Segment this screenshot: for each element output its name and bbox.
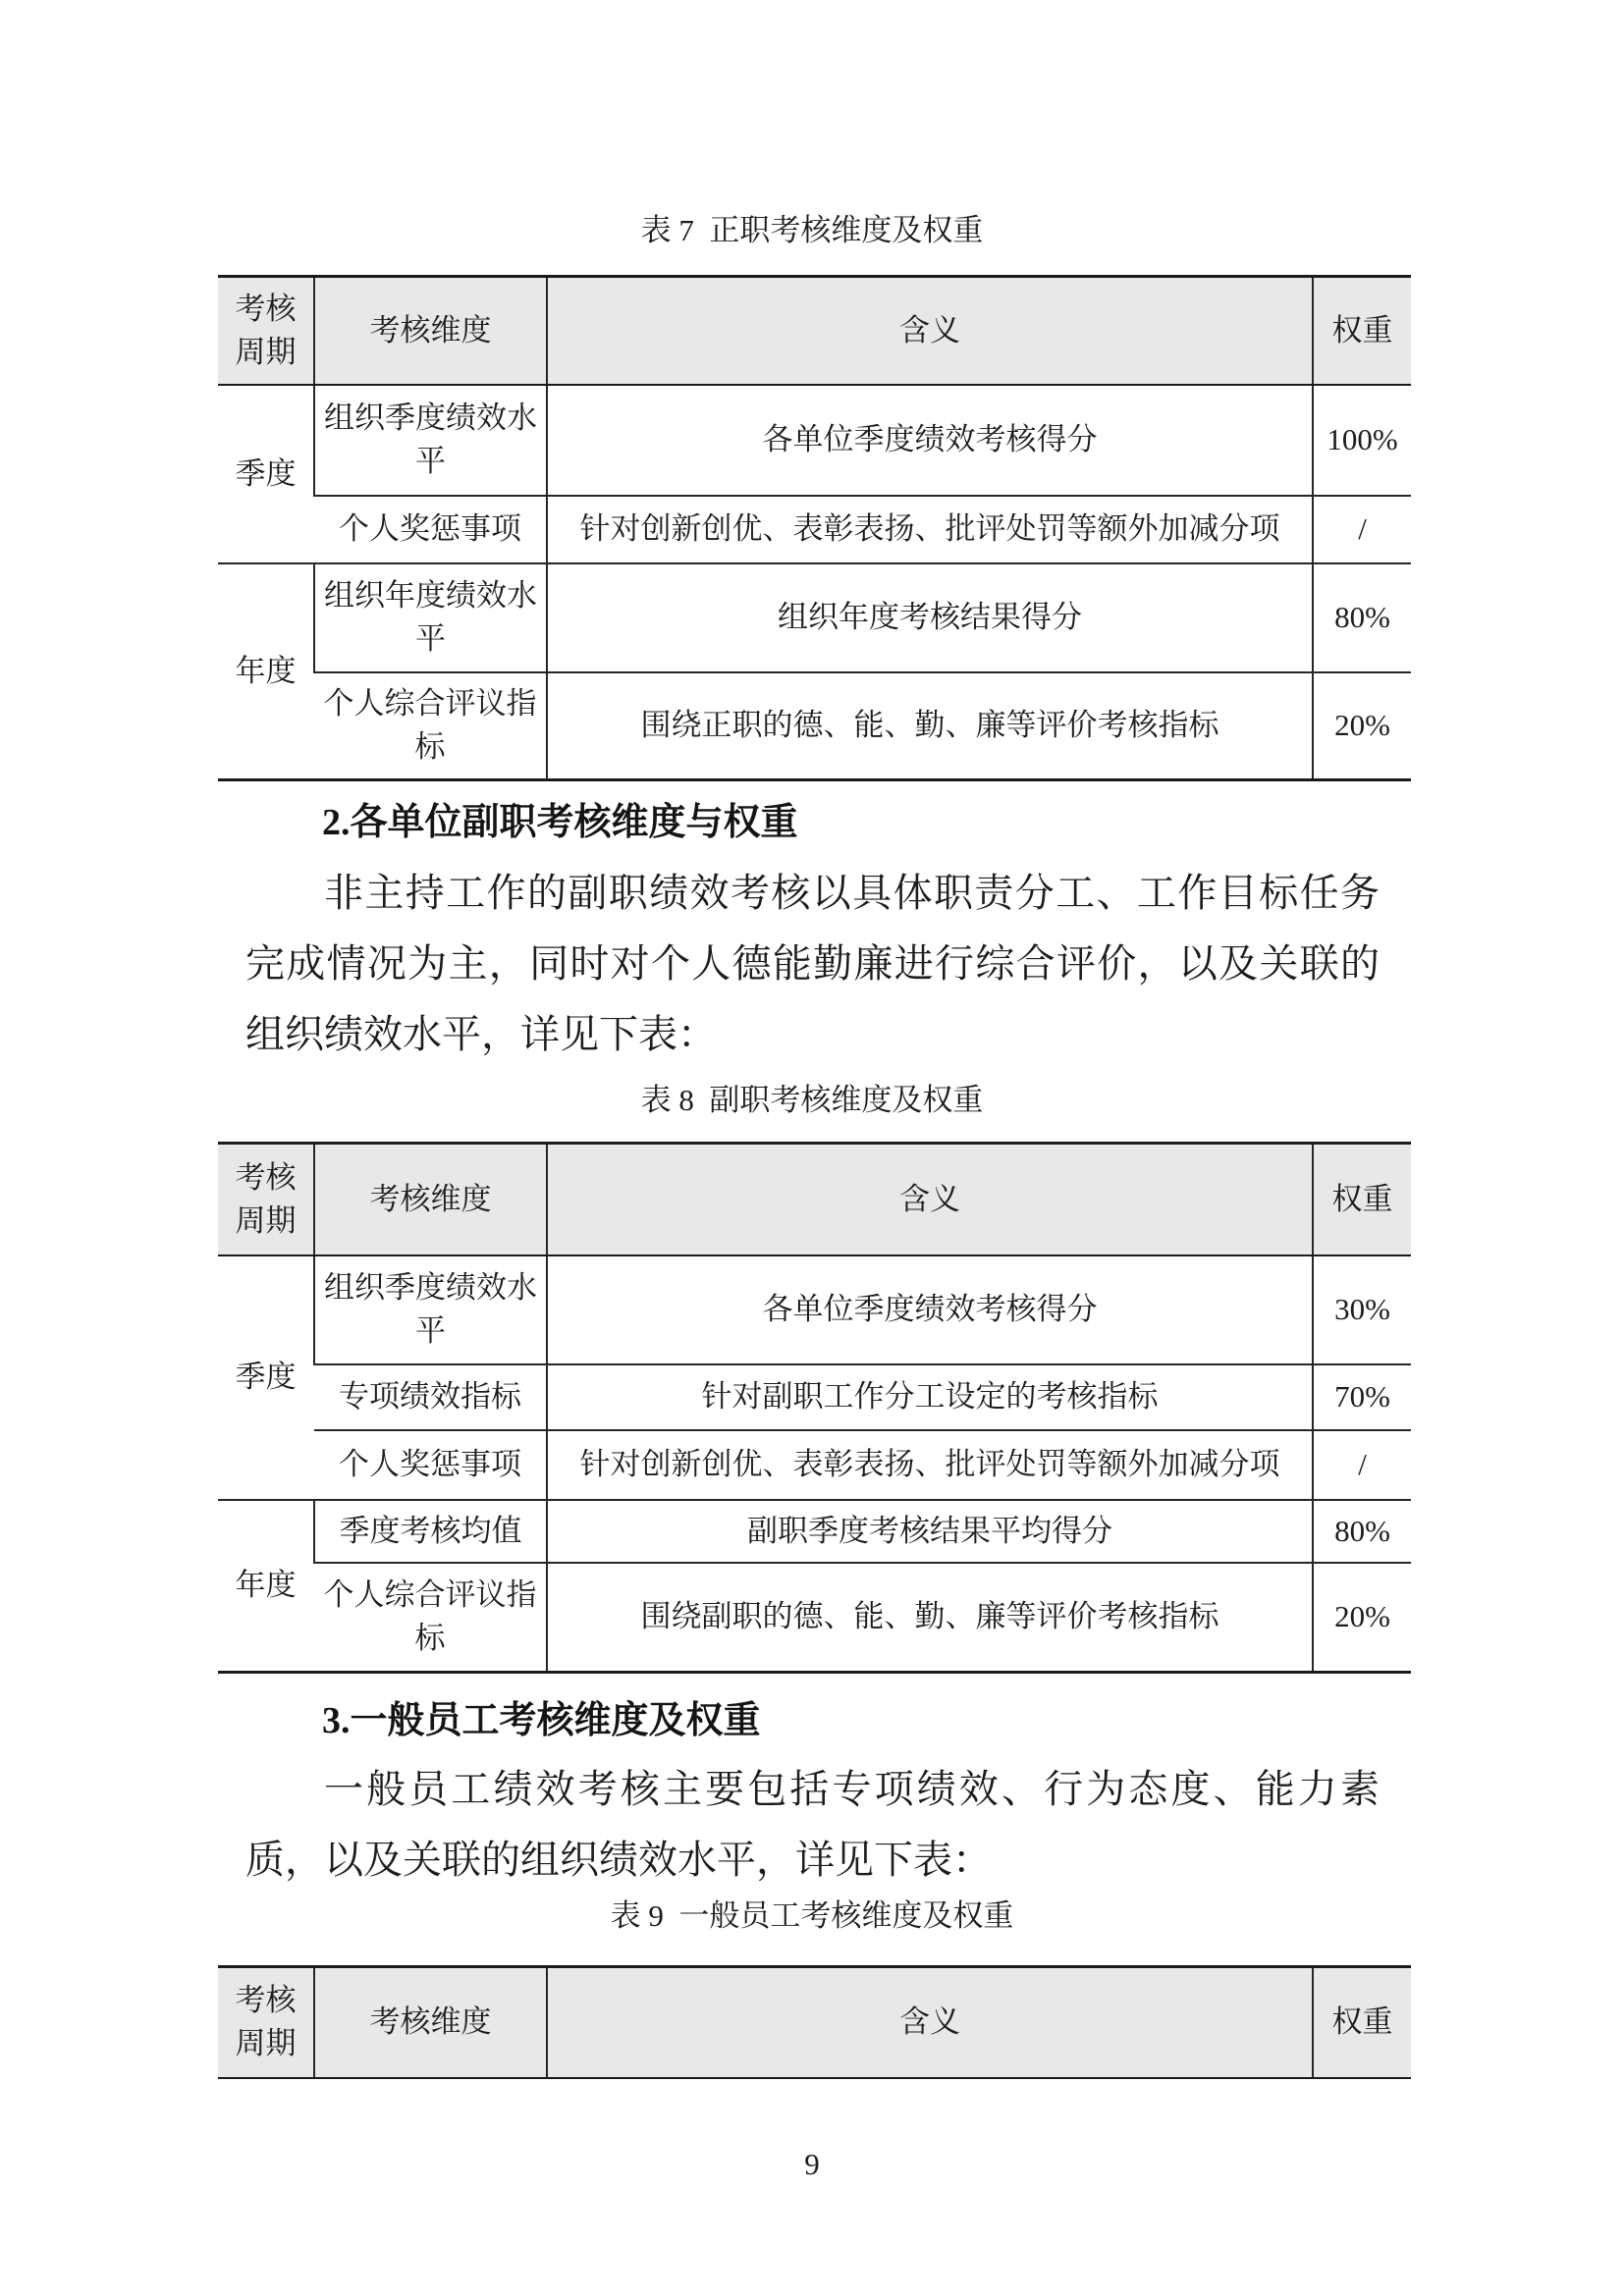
meaning-cell: 围绕副职的德、能、勤、廉等评价考核指标	[547, 1563, 1313, 1673]
weight-cell: 20%	[1313, 1563, 1411, 1673]
weight-cell: 80%	[1313, 1500, 1411, 1563]
table-row	[218, 1255, 1411, 1364]
section-2-heading: 2.各单位副职考核维度与权重	[322, 802, 798, 843]
meaning-cell: 针对创新创优、表彰表扬、批评处罚等额外加减分项	[547, 496, 1313, 563]
weight-cell: 70%	[1313, 1364, 1411, 1430]
table-8	[218, 1142, 1411, 1674]
header-cell-weight: 权重	[1313, 277, 1411, 385]
header-cell-weight: 权重	[1313, 1144, 1411, 1255]
table-row	[218, 1430, 1411, 1500]
header-cell-dimension: 考核维度	[314, 277, 547, 385]
meaning-cell: 副职季度考核结果平均得分	[547, 1500, 1313, 1563]
dimension-cell: 个人奖惩事项	[314, 496, 547, 563]
table-9	[218, 1965, 1411, 2079]
period-cell: 年度	[235, 1568, 297, 1603]
dimension-cell: 个人综合评议指标	[323, 1577, 537, 1656]
meaning-cell: 各单位季度绩效考核得分	[547, 385, 1313, 496]
period-cell: 年度	[235, 653, 297, 688]
header-cell-weight: 权重	[1313, 1967, 1411, 2078]
table-row	[218, 672, 1411, 780]
dimension-cell: 专项绩效指标	[314, 1364, 547, 1430]
table-row	[218, 496, 1411, 563]
meaning-cell: 围绕正职的德、能、勤、廉等评价考核指标	[547, 672, 1313, 780]
meaning-cell: 各单位季度绩效考核得分	[547, 1255, 1313, 1364]
weight-cell: 80%	[1313, 563, 1411, 672]
table-row	[218, 563, 1411, 672]
table-row	[218, 1563, 1411, 1673]
meaning-cell: 针对创新创优、表彰表扬、批评处罚等额外加减分项	[547, 1430, 1313, 1500]
header-cell-period: 考核周期	[218, 1144, 314, 1255]
table-7	[218, 275, 1411, 781]
meaning-cell: 针对副职工作分工设定的考核指标	[547, 1364, 1313, 1430]
section-3-heading: 3.一般员工考核维度及权重	[322, 1700, 761, 1741]
header-cell-meaning: 含义	[547, 1144, 1313, 1255]
table-row	[218, 1364, 1411, 1430]
table-9-header-row	[218, 1967, 1411, 2078]
table-7-caption: 表 7 正职考核维度及权重	[640, 213, 984, 247]
dimension-cell: 组织年度绩效水平	[314, 563, 547, 672]
meaning-cell: 组织年度考核结果得分	[547, 563, 1313, 672]
dimension-cell: 季度考核均值	[314, 1500, 547, 1563]
header-cell-meaning: 含义	[547, 1967, 1313, 2078]
period-cell: 季度	[218, 1255, 314, 1500]
weight-cell: 100%	[1313, 385, 1411, 496]
table-7-header-row	[218, 277, 1411, 385]
header-cell-period: 考核周期	[218, 1967, 314, 2078]
section-2-paragraph: 非主持工作的副职绩效考核以具体职责分工、工作目标任务完成情况为主，同时对个人德能勤廉进行综合评价，以及关联的组织绩效水平，详见下表：	[245, 871, 1380, 1056]
weight-cell: /	[1313, 1430, 1411, 1500]
dimension-cell: 个人奖惩事项	[314, 1430, 547, 1500]
table-row	[218, 1500, 1411, 1563]
weight-cell: 20%	[1313, 672, 1411, 780]
period-cell: 季度	[218, 385, 314, 563]
weight-cell: 30%	[1313, 1255, 1411, 1364]
header-cell-dimension: 考核维度	[314, 1967, 547, 2078]
page-number: 9	[804, 2147, 820, 2181]
weight-cell: /	[1313, 496, 1411, 563]
header-cell-period: 考核周期	[218, 277, 314, 385]
table-8-header-row	[218, 1144, 1411, 1255]
section-3-paragraph: 一般员工绩效考核主要包括专项绩效、行为态度、能力素质，以及关联的组织绩效水平，详见下表：	[245, 1767, 1380, 1882]
dimension-cell: 组织季度绩效水平	[314, 1255, 547, 1364]
header-cell-dimension: 考核维度	[314, 1144, 547, 1255]
table-row	[218, 385, 1411, 496]
dimension-cell: 组织季度绩效水平	[314, 385, 547, 496]
table-9-caption: 表 9 一般员工考核维度及权重	[610, 1898, 1014, 1933]
dimension-cell: 个人综合评议指标	[323, 686, 537, 765]
header-cell-meaning: 含义	[547, 277, 1313, 385]
table-8-caption: 表 8 副职考核维度及权重	[640, 1083, 984, 1117]
